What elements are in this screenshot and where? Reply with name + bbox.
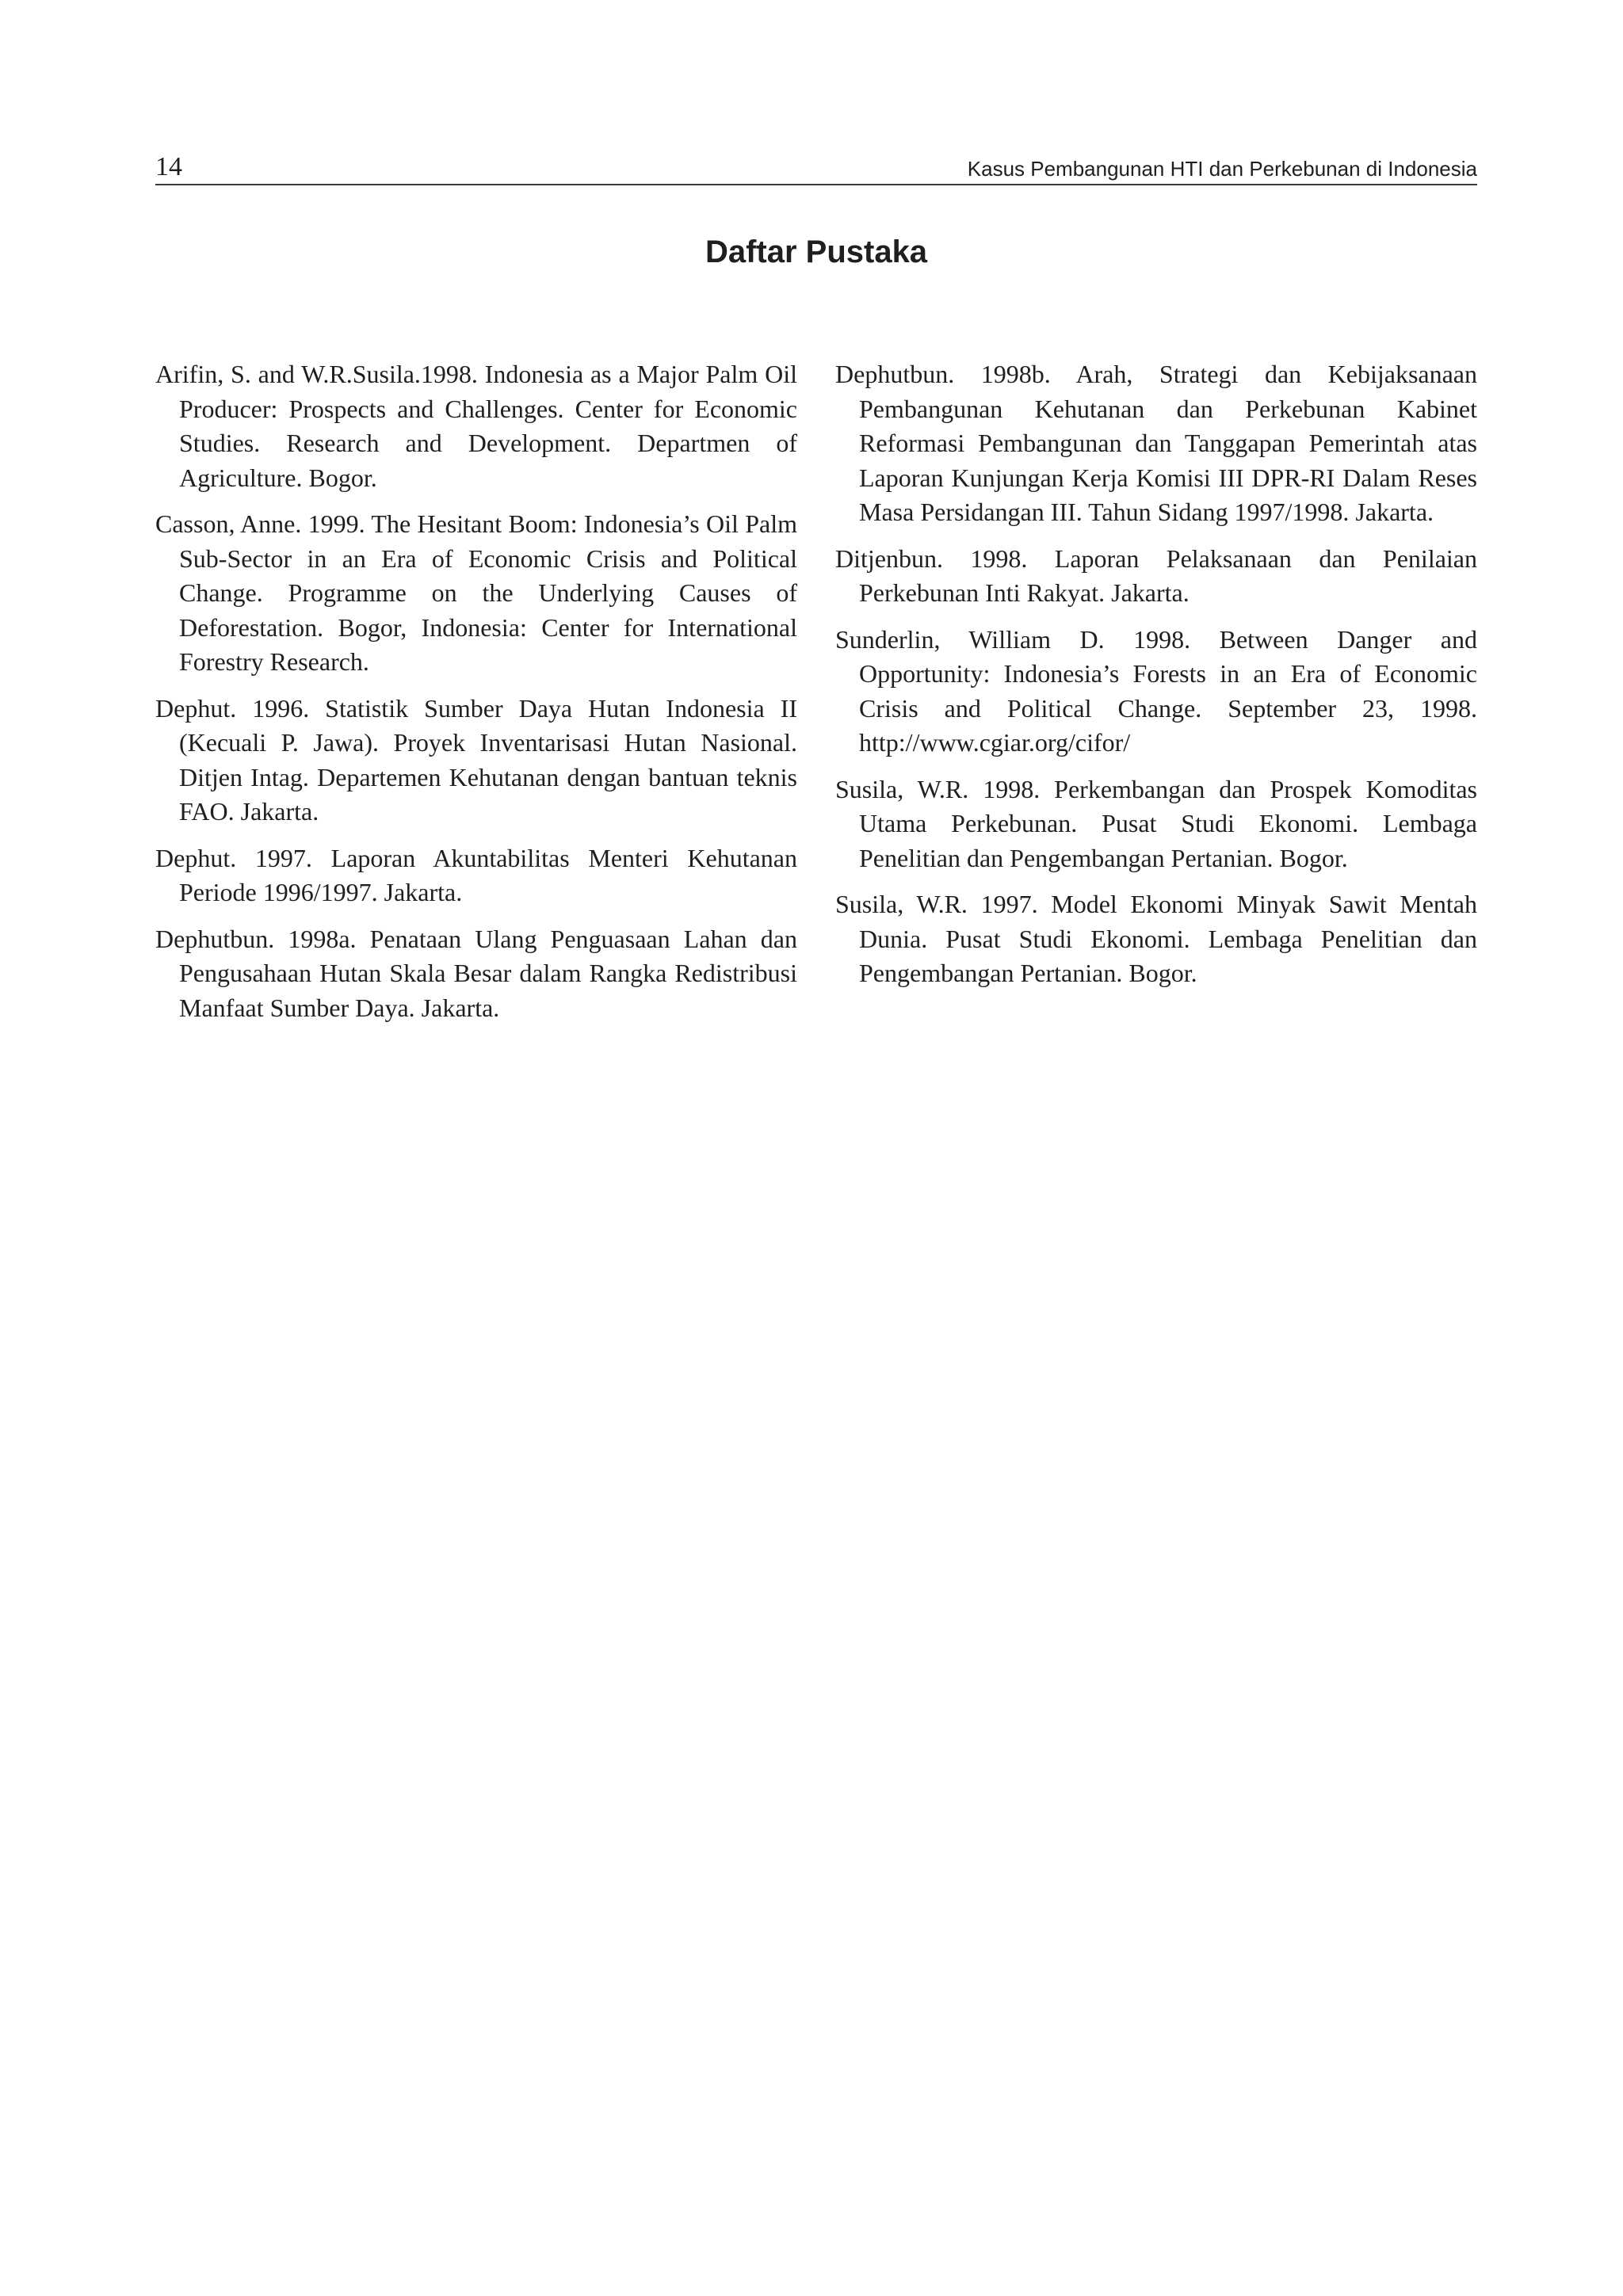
reference-entry: Casson, Anne. 1999. The Hesitant Boom: Indonesia’s Oil Palm Sub-Sector in an Era of Economic Crisis and Political Change. Programme on the Underlying Causes of Deforestation. Bogor, Indonesia: Center for International Forestry Research. [155, 509, 797, 676]
page-number: 14 [155, 152, 182, 181]
references-left-column [155, 357, 797, 1037]
page-header [155, 147, 1477, 185]
reference-entry: Susila, W.R. 1997. Model Ekonomi Minyak Sawit Mentah Dunia. Pusat Studi Ekonomi. Lembaga Penelitian dan Pengembangan Pertanian. Bogor. [835, 890, 1477, 987]
reference-entry: Arifin, S. and W.R.Susila.1998. Indonesia as a Major Palm Oil Producer: Prospects and Challenges. Center for Economic Studies. Research and Development. Departmen of Agriculture. Bogor. [155, 360, 797, 492]
running-title: Kasus Pembangunan HTI dan Perkebunan di Indonesia [967, 157, 1477, 181]
reference-entry: Susila, W.R. 1998. Perkembangan dan Prospek Komoditas Utama Perkebunan. Pusat Studi Ekonomi. Lembaga Penelitian dan Pengembangan Pertanian. Bogor. [835, 774, 1477, 872]
reference-entry: Dephutbun. 1998b. Arah, Strategi dan Kebijaksanaan Pembangunan Kehutanan dan Perkebunan Kabinet Reformasi Pembangunan dan Tanggapan Pemerintah atas Laporan Kunjungan Kerja Komisi III DPR-RI Dalam Reses Masa Persidangan III. Tahun Sidang 1997/1998. Jakarta. [835, 360, 1477, 526]
reference-entry: Dephutbun. 1998a. Penataan Ulang Penguasaan Lahan dan Pengusahaan Hutan Skala Besar dalam Rangka Redistribusi Manfaat Sumber Daya. Jakarta. [155, 924, 797, 1022]
reference-entry: Sunderlin, William D. 1998. Between Danger and Opportunity: Indonesia’s Forests in an Era of Economic Crisis and Political Change. September 23, 1998. http://www.cgiar.org/cifor/ [835, 624, 1477, 757]
reference-entry: Ditjenbun. 1998. Laporan Pelaksanaan dan Penilaian Perkebunan Inti Rakyat. Jakarta. [835, 543, 1477, 607]
section-title: Daftar Pustaka [705, 235, 928, 269]
reference-entry: Dephut. 1996. Statistik Sumber Daya Hutan Indonesia II (Kecuali P. Jawa). Proyek Inventarisasi Hutan Nasional. Ditjen Intag. Departemen Kehutanan dengan bantuan teknis FAO. Jakarta. [155, 693, 797, 826]
references-right-column [835, 357, 1477, 1003]
reference-entry: Dephut. 1997. Laporan Akuntabilitas Menteri Kehutanan Periode 1996/1997. Jakarta. [155, 843, 797, 906]
